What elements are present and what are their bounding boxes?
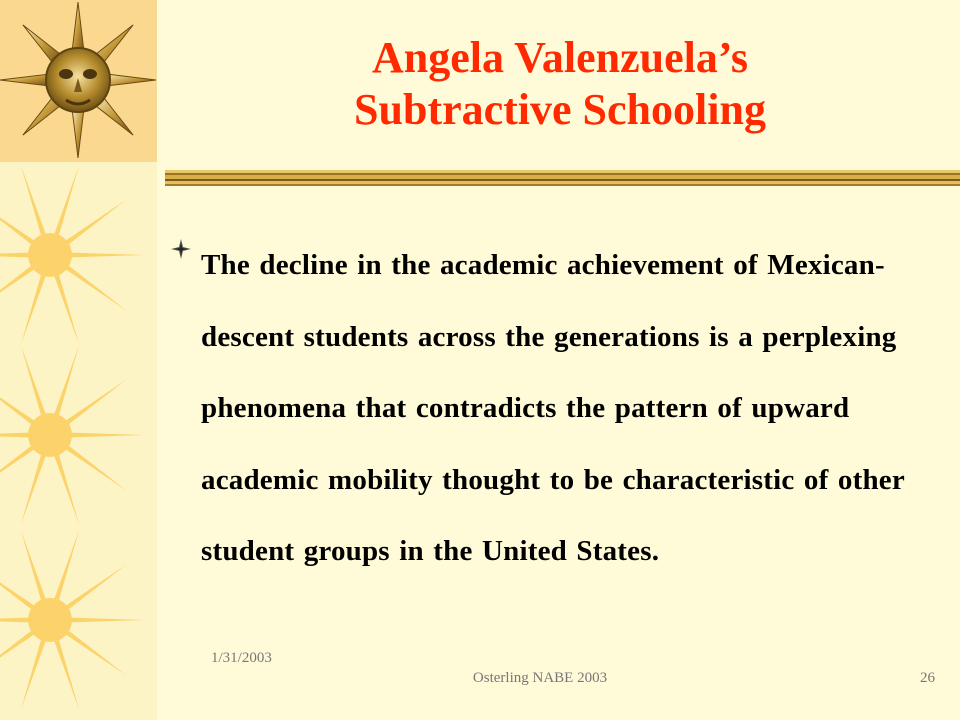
sun-decoration-icon — [0, 165, 157, 345]
slide-number: 26 — [920, 670, 935, 686]
sun-ray — [53, 451, 79, 525]
sun-ray — [68, 617, 145, 622]
sun-ray — [0, 432, 32, 437]
title-line-1: Angela Valenzuela’s — [371, 33, 749, 82]
sun-ray — [21, 165, 47, 239]
sun-ray — [0, 263, 37, 310]
sun-ray — [63, 379, 127, 426]
sun-ray — [72, 2, 84, 53]
title-divider-rule — [165, 170, 960, 190]
sidebar-decoration — [0, 0, 157, 720]
bullet-item-text: The decline in the academic achievement of Mexican-descent students across the generations is a perplexing phenomena that contradicts the pattern of upward academic mobility thought to be characteristic of other student groups in the United States. — [201, 249, 905, 567]
sun-ray — [63, 443, 127, 490]
slide-title — [200, 32, 920, 136]
sun-decoration-icon — [0, 345, 157, 525]
sun-ray — [0, 252, 32, 257]
sun-ray — [53, 345, 79, 419]
footer-center-text: Osterling NABE 2003 — [472, 670, 608, 686]
sun-ray — [21, 636, 47, 710]
sun-ray — [68, 252, 145, 257]
sun-ray — [0, 74, 51, 86]
sun-ray — [63, 199, 127, 246]
title-line-2: Subtractive Schooling — [354, 85, 766, 134]
footer-date: 1/31/2003 — [211, 650, 272, 666]
sun-ray — [53, 271, 79, 345]
sun-ray — [63, 628, 127, 675]
sun-center — [28, 233, 72, 277]
sun-center — [28, 598, 72, 642]
sun-ray — [0, 443, 37, 490]
sun-ray — [63, 263, 127, 310]
sun-ray — [68, 432, 145, 437]
sun-ray — [53, 636, 79, 710]
sun-face-logo-icon — [0, 0, 157, 162]
sun-ray — [21, 451, 47, 525]
sun-ray — [63, 564, 127, 611]
sun-ray — [53, 165, 79, 239]
sun-ray — [0, 564, 37, 611]
sun-ray — [21, 271, 47, 345]
sun-ray — [0, 379, 37, 426]
sun-ray — [72, 107, 84, 158]
sun-ray — [21, 530, 47, 604]
sun-center — [28, 413, 72, 457]
sun-ray — [21, 345, 47, 419]
sun-ray — [0, 199, 37, 246]
logo-tile — [0, 0, 157, 162]
star-bullet-icon — [170, 238, 192, 260]
sun-decoration-icon — [0, 525, 157, 720]
sun-ray — [53, 530, 79, 604]
sun-ray — [105, 74, 156, 86]
sun-ray — [0, 628, 37, 675]
sun-ray — [0, 617, 32, 622]
